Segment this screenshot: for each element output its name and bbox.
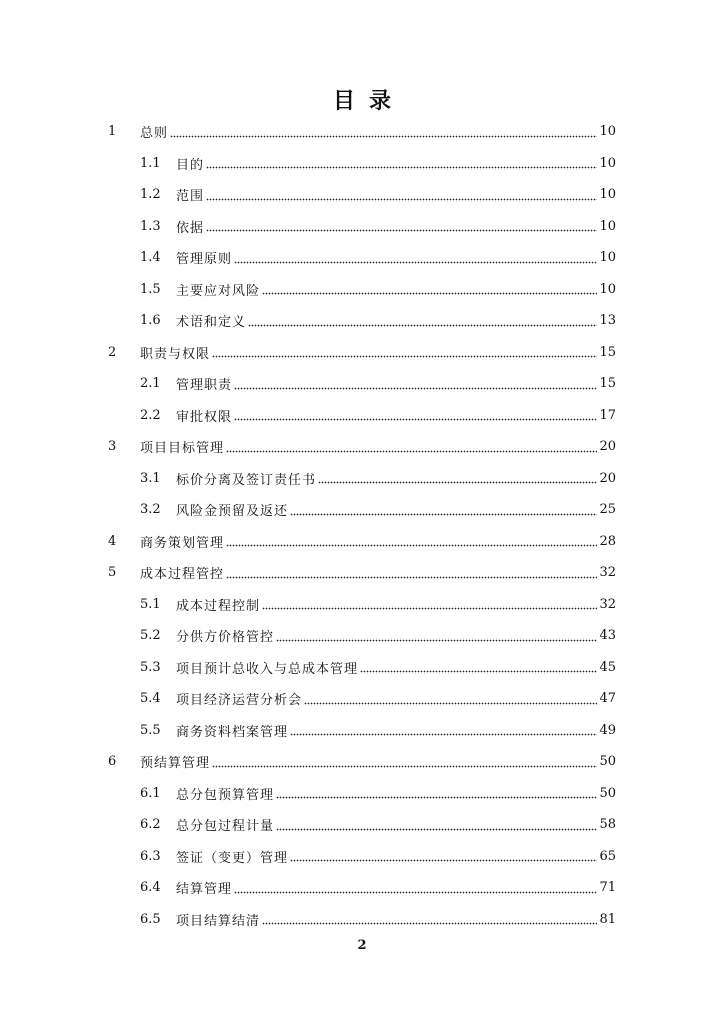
toc-entry-number: 1.3 — [140, 218, 161, 234]
toc-entry-number: 3 — [108, 439, 117, 455]
toc-entry[interactable] — [106, 431, 616, 463]
dot-leader — [318, 476, 597, 484]
dot-leader — [206, 224, 597, 232]
toc-entry[interactable] — [106, 116, 616, 148]
toc-entry-label: 总则 — [140, 126, 169, 142]
dot-leader — [234, 886, 597, 894]
dot-leader — [276, 791, 597, 799]
toc-entry-label: 项目目标管理 — [140, 441, 225, 457]
toc-entry-label: 范围 — [176, 189, 205, 205]
toc-entry-number: 1.4 — [140, 250, 161, 266]
toc-entry[interactable] — [106, 211, 616, 243]
toc-entry-number: 6 — [108, 754, 117, 770]
toc-entry-label: 标价分离及签订责任书 — [176, 472, 317, 488]
toc-entry[interactable] — [106, 557, 616, 589]
toc-entry-label: 管理职责 — [176, 378, 233, 394]
toc-entry[interactable] — [106, 589, 616, 621]
toc-entry[interactable] — [106, 337, 616, 369]
toc-entry[interactable] — [106, 148, 616, 180]
dot-leader — [290, 728, 597, 736]
toc-entry-page: 10 — [599, 155, 616, 171]
toc-entry-label: 结算管理 — [176, 882, 233, 898]
dot-leader — [212, 350, 597, 358]
dot-leader — [234, 256, 597, 264]
toc-entry[interactable] — [106, 494, 616, 526]
dot-leader — [234, 413, 597, 421]
toc-entry-page: 81 — [599, 911, 616, 927]
toc-entry-label: 职责与权限 — [140, 346, 211, 362]
toc-entry-page: 10 — [599, 218, 616, 234]
dot-leader — [170, 130, 597, 138]
toc-entry-label: 商务策划管理 — [140, 535, 225, 551]
toc-entry[interactable] — [106, 841, 616, 873]
toc-entry-number: 1.1 — [140, 155, 161, 171]
toc-entry-number: 5.5 — [140, 722, 161, 738]
toc-entry-page: 32 — [599, 565, 616, 581]
toc-entry[interactable] — [106, 652, 616, 684]
toc-entry-number: 3.2 — [140, 502, 161, 518]
toc-entry-label: 审批权限 — [176, 409, 233, 425]
dot-leader — [276, 634, 597, 642]
dot-leader — [234, 382, 597, 390]
toc-entry-page: 15 — [599, 376, 616, 392]
toc-entry[interactable] — [106, 242, 616, 274]
toc-entry-page: 49 — [599, 722, 616, 738]
toc-entry-number: 5.4 — [140, 691, 161, 707]
toc-entry-number: 1 — [108, 124, 117, 140]
toc-entry[interactable] — [106, 715, 616, 747]
toc-entry[interactable] — [106, 904, 616, 936]
dot-leader — [262, 602, 597, 610]
toc-entry[interactable] — [106, 368, 616, 400]
toc-entry-page: 43 — [599, 628, 616, 644]
table-of-contents — [106, 116, 616, 935]
toc-entry-page: 65 — [599, 848, 616, 864]
dot-leader — [226, 445, 597, 453]
toc-entry-page: 28 — [599, 533, 616, 549]
toc-entry-label: 预结算管理 — [140, 756, 211, 772]
toc-entry-number: 6.2 — [140, 817, 161, 833]
toc-entry-number: 2.1 — [140, 376, 161, 392]
toc-entry-label: 项目结算结清 — [176, 913, 261, 929]
toc-entry[interactable] — [106, 809, 616, 841]
toc-entry-label: 依据 — [176, 220, 205, 236]
toc-entry-page: 15 — [599, 344, 616, 360]
toc-entry-number: 6.3 — [140, 848, 161, 864]
toc-entry-page: 13 — [599, 313, 616, 329]
toc-entry-page: 45 — [599, 659, 616, 675]
dot-leader — [276, 823, 597, 831]
toc-entry-page: 58 — [599, 817, 616, 833]
toc-entry[interactable] — [106, 778, 616, 810]
toc-entry[interactable] — [106, 274, 616, 306]
toc-entry[interactable] — [106, 305, 616, 337]
dot-leader — [248, 319, 597, 327]
toc-entry-number: 6.4 — [140, 880, 161, 896]
toc-entry-label: 管理原则 — [176, 252, 233, 268]
toc-entry-number: 6.5 — [140, 911, 161, 927]
toc-entry-number: 3.1 — [140, 470, 161, 486]
toc-entry-label: 成本过程控制 — [176, 598, 261, 614]
toc-entry[interactable] — [106, 463, 616, 495]
toc-entry-label: 项目预计总收入与总成本管理 — [176, 661, 359, 677]
dot-leader — [290, 508, 597, 516]
toc-entry[interactable] — [106, 620, 616, 652]
toc-entry-page: 32 — [599, 596, 616, 612]
dot-leader — [262, 287, 597, 295]
page-number: 2 — [357, 938, 367, 953]
toc-entry-label: 总分包预算管理 — [176, 787, 275, 803]
toc-entry[interactable] — [106, 683, 616, 715]
toc-entry-page: 50 — [599, 754, 616, 770]
toc-entry-page: 10 — [599, 281, 616, 297]
toc-entry-label: 项目经济运营分析会 — [176, 693, 303, 709]
dot-leader — [206, 193, 597, 201]
toc-entry-number: 5.1 — [140, 596, 161, 612]
toc-entry-page: 47 — [599, 691, 616, 707]
dot-leader — [212, 760, 597, 768]
toc-entry-page: 17 — [599, 407, 616, 423]
toc-entry-number: 1.5 — [140, 281, 161, 297]
dot-leader — [262, 917, 597, 925]
toc-entry[interactable] — [106, 400, 616, 432]
toc-entry-number: 1.6 — [140, 313, 161, 329]
toc-entry-label: 商务资料档案管理 — [176, 724, 289, 740]
dot-leader — [360, 665, 597, 673]
toc-entry-page: 20 — [599, 439, 616, 455]
toc-entry-label: 总分包过程计量 — [176, 819, 275, 835]
toc-entry-number: 2.2 — [140, 407, 161, 423]
toc-entry-number: 2 — [108, 344, 117, 360]
toc-entry-label: 分供方价格管控 — [176, 630, 275, 646]
toc-entry-page: 25 — [599, 502, 616, 518]
toc-entry[interactable] — [106, 872, 616, 904]
dot-leader — [290, 854, 597, 862]
toc-entry-page: 10 — [599, 124, 616, 140]
toc-entry-label: 签证（变更）管理 — [176, 850, 289, 866]
toc-entry-page: 10 — [599, 187, 616, 203]
toc-entry-label: 目的 — [176, 157, 205, 173]
toc-entry-label: 成本过程管控 — [140, 567, 225, 583]
toc-entry-number: 5.3 — [140, 659, 161, 675]
dot-leader — [226, 539, 597, 547]
toc-entry-page: 71 — [599, 880, 616, 896]
toc-entry[interactable] — [106, 526, 616, 558]
dot-leader — [304, 697, 597, 705]
toc-entry-page: 10 — [599, 250, 616, 266]
dot-leader — [226, 571, 597, 579]
page-title: 目录 — [332, 88, 405, 114]
toc-entry-page: 20 — [599, 470, 616, 486]
toc-entry-label: 主要应对风险 — [176, 283, 261, 299]
toc-entry[interactable] — [106, 179, 616, 211]
toc-entry-number: 6.1 — [140, 785, 161, 801]
dot-leader — [206, 161, 597, 169]
toc-entry-label: 风险金预留及返还 — [176, 504, 289, 520]
toc-entry-page: 50 — [599, 785, 616, 801]
toc-entry-number: 5 — [108, 565, 117, 581]
toc-entry[interactable] — [106, 746, 616, 778]
toc-entry-label: 术语和定义 — [176, 315, 247, 331]
toc-entry-number: 5.2 — [140, 628, 161, 644]
toc-entry-number: 1.2 — [140, 187, 161, 203]
toc-entry-number: 4 — [108, 533, 117, 549]
